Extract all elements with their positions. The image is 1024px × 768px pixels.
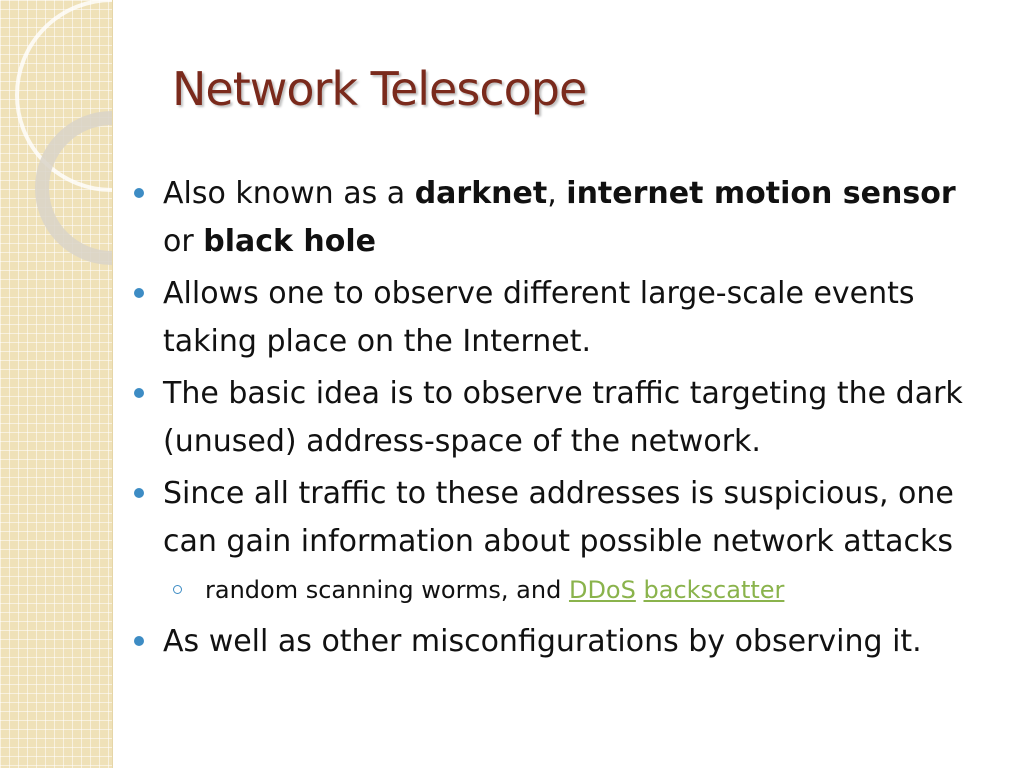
bold-term-internet-motion-sensor: internet motion sensor — [566, 176, 956, 211]
decorative-left-strip — [0, 0, 113, 768]
bullet-item — [130, 618, 990, 666]
bullet-item — [130, 270, 990, 366]
bullet-item — [130, 470, 990, 566]
bullet-item — [130, 370, 990, 466]
bullet-text: , — [547, 176, 567, 211]
bullet-item — [130, 170, 990, 266]
bullet-dot-icon — [134, 388, 144, 398]
bold-term-black-hole: black hole — [203, 224, 377, 259]
sub-bullet-ring-icon — [173, 585, 182, 594]
bullet-dot-icon — [134, 636, 144, 646]
bullet-text: or — [163, 224, 204, 259]
bullet-dot-icon — [134, 288, 144, 298]
slide-content — [130, 170, 990, 670]
bullet-text: Since all traffic to these addresses is suspicious, one can gain information about possible network attacks — [163, 476, 954, 559]
sub-bullet-text: random scanning worms, and — [205, 576, 569, 604]
bold-term-darknet: darknet — [414, 176, 548, 211]
bullet-text: As well as other misconfigurations by observing it. — [163, 624, 922, 659]
bullet-dot-icon — [134, 188, 144, 198]
bullet-text: Allows one to observe different large-scale events taking place on the Internet. — [163, 276, 915, 359]
backscatter-link[interactable]: backscatter — [643, 576, 785, 604]
bullet-dot-icon — [134, 488, 144, 498]
slide-title: Network Telescope — [172, 62, 587, 116]
bullet-text: Also known as a — [163, 176, 415, 211]
bullet-text: The basic idea is to observe traffic targeting the dark (unused) address-space of the network. — [163, 376, 963, 459]
decorative-circles — [0, 0, 112, 768]
sub-bullet-item — [130, 570, 990, 610]
ddos-link[interactable]: DDoS — [568, 576, 636, 604]
